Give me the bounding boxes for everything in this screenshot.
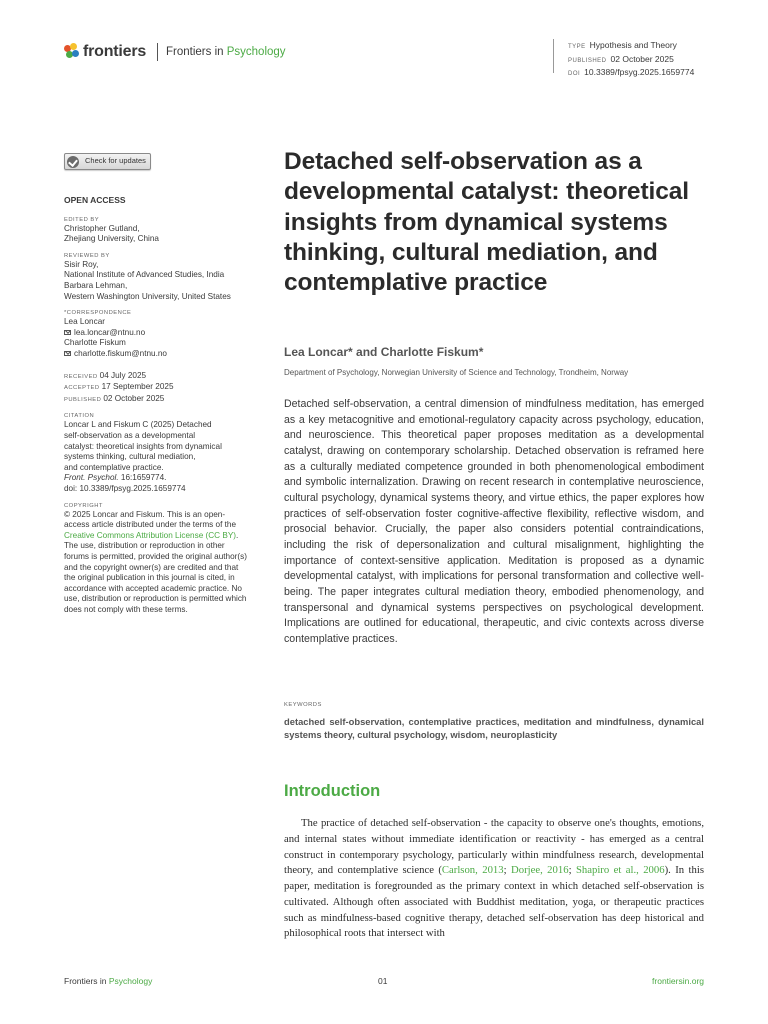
footer-journal: Frontiers in Psychology [64,976,153,986]
check-for-updates-button[interactable]: Check for updates [64,153,151,170]
frontiers-logo[interactable] [64,43,146,61]
introduction-heading: Introduction [284,782,381,800]
frontiers-logo-icon [64,43,80,61]
meta-divider [553,39,554,73]
meta-type: TYPE Hypothesis and Theory [568,40,677,50]
introduction-paragraph: The practice of detached self-observation - the capacity to observe one's thoughts, emotions, and internal states without immediate identification or reactivity - has emerged as a central construct in contemporary psychology, particularly within mindfulness research, developmental theory, and contemplative science (Carlson, 2013; Dorjee, 2016; Shapiro et al., 2006). In this paper, meditation is foregrounded as the primary context in which detached self-observation is cultivated. Although often associated with Buddhist meditation, yoga, or therapeutic practices such as mindfulness-based cognitive therapy, detached self-observation has deep historical and philosophical roots that intersect with [284,817,704,940]
reviewer-name: Barbara Lehman, [64,281,128,291]
keywords-label: KEYWORDS [284,702,322,708]
reference-link[interactable]: Dorjee, 2016 [511,864,569,877]
published-date: PUBLISHED 02 October 2025 [64,393,165,403]
email-icon [64,330,71,335]
article-sidebar [64,153,250,616]
correspondent-name: Charlotte Fiskum [64,338,126,348]
checkmark-icon [67,156,79,168]
editor-affiliation: Zhejiang University, China [64,234,159,244]
brand-name: frontiers [83,43,147,60]
reviewer-affiliation: Western Washington University, United States [64,291,231,301]
article-title: Detached self-observation as a developmental catalyst: theoretical insights from dynamical systems thinking, cultural mediation, and contemplative practice [284,148,689,297]
page-number: 01 [378,976,388,986]
reference-link[interactable]: Carlson, 2013 [441,864,504,877]
open-access-label: OPEN ACCESS [64,195,126,206]
correspondent-name: Lea Loncar [64,317,105,327]
abstract-text: Detached self-observation, a central dimension of mindfulness meditation, has emerged as a key metacognitive and emotional-regulatory capacity across psychology, education, and neuroscience. This theoretical paper proposes meditation as a developmental catalyst, drawing on contemporary scholarship. Detached observation is reframed here as a culturally mediated competence grounded in both phenomenological embodiment and symbolic internalization. Drawing on recent research in contemplative neuroscience, cultural psychology, dynamical systems theory, and virtue ethics, the paper explores how practices of self-observation foster cognitive-affective flexibility, reflective wisdom, and prosocial behavior. Crucially, the paper also considers potential contraindications, including the risk of depersonalization and cultural misalignment, highlighting the importance of context-sensitive application. Meditation is proposed as a dynamic developmental catalyst, with implications for personal transformation and collective well-being. The paper integrates cultural mediation theory, embodied phenomenology, and transpersonal and dynamical systems perspectives on psychological development. Implications are outlined for educational, therapeutic, and civic contexts across diverse contemplative practices. [284,398,704,645]
copyright-text: © 2025 Loncar and Fiskum. This is an open-access article distributed under the terms of the Creative Commons Attribution License (CC BY). The use, distribution or reproduction in other forums is permitted, provided the original author(s) and the copyright owner(s) are credited and that the original publication in this journal is cited, in accordance with accepted academic practice. No use, distribution or reproduction is permitted which does not comply with these terms. [64,509,247,614]
correspondent-email[interactable]: lea.loncar@ntnu.no [64,328,250,339]
article-authors: Lea Loncar* and Charlotte Fiskum* [284,345,484,359]
footer-site-link[interactable]: frontiersin.org [652,976,704,986]
article-meta [568,40,694,81]
meta-doi: DOI 10.3389/fpsyg.2025.1659774 [568,67,695,77]
edited-by-label: EDITED BY [64,216,100,223]
article-dates [64,371,250,406]
reviewer-affiliation: National Institute of Advanced Studies, India [64,270,225,280]
copyright-label: COPYRIGHT [64,502,103,509]
reviewer-name: Sisir Roy, [64,259,99,269]
license-link[interactable]: Creative Commons Attribution License (CC BY) [64,530,237,540]
correspondent-email[interactable]: charlotte.fiskum@ntnu.no [64,349,250,360]
meta-published: PUBLISHED 02 October 2025 [568,53,674,64]
journal-name[interactable]: Frontiers in Psychology [166,46,286,58]
email-icon [64,351,71,356]
citation-text: Loncar L and Fiskum C (2025) Detached self-observation as a developmental catalyst: theoretical insights from dynamical systems thinking, cultural mediation, and contemplative practice. Front. Psychol. 16:1659774. doi: 10.3389/fpsyg.2025.1659774 [64,420,222,493]
citation-label: CITATION [64,413,95,420]
accepted-date: ACCEPTED 17 September 2025 [64,382,174,392]
correspondence-label: *CORRESPONDENCE [64,310,132,317]
header-divider [157,43,158,61]
keywords-text: detached self-observation, contemplative practices, meditation and mindfulness, dynamical systems theory, cultural psychology, wisdom, neuroplasticity [284,716,704,740]
author-affiliation: Department of Psychology, Norwegian University of Science and Technology, Trondheim, Norway [284,368,629,377]
reference-link[interactable]: Shapiro et al., 2006 [575,864,665,877]
reviewed-by-label: REVIEWED BY [64,252,110,259]
received-date: RECEIVED 04 July 2025 [64,370,147,380]
editor-name: Christopher Gutland, [64,223,140,233]
